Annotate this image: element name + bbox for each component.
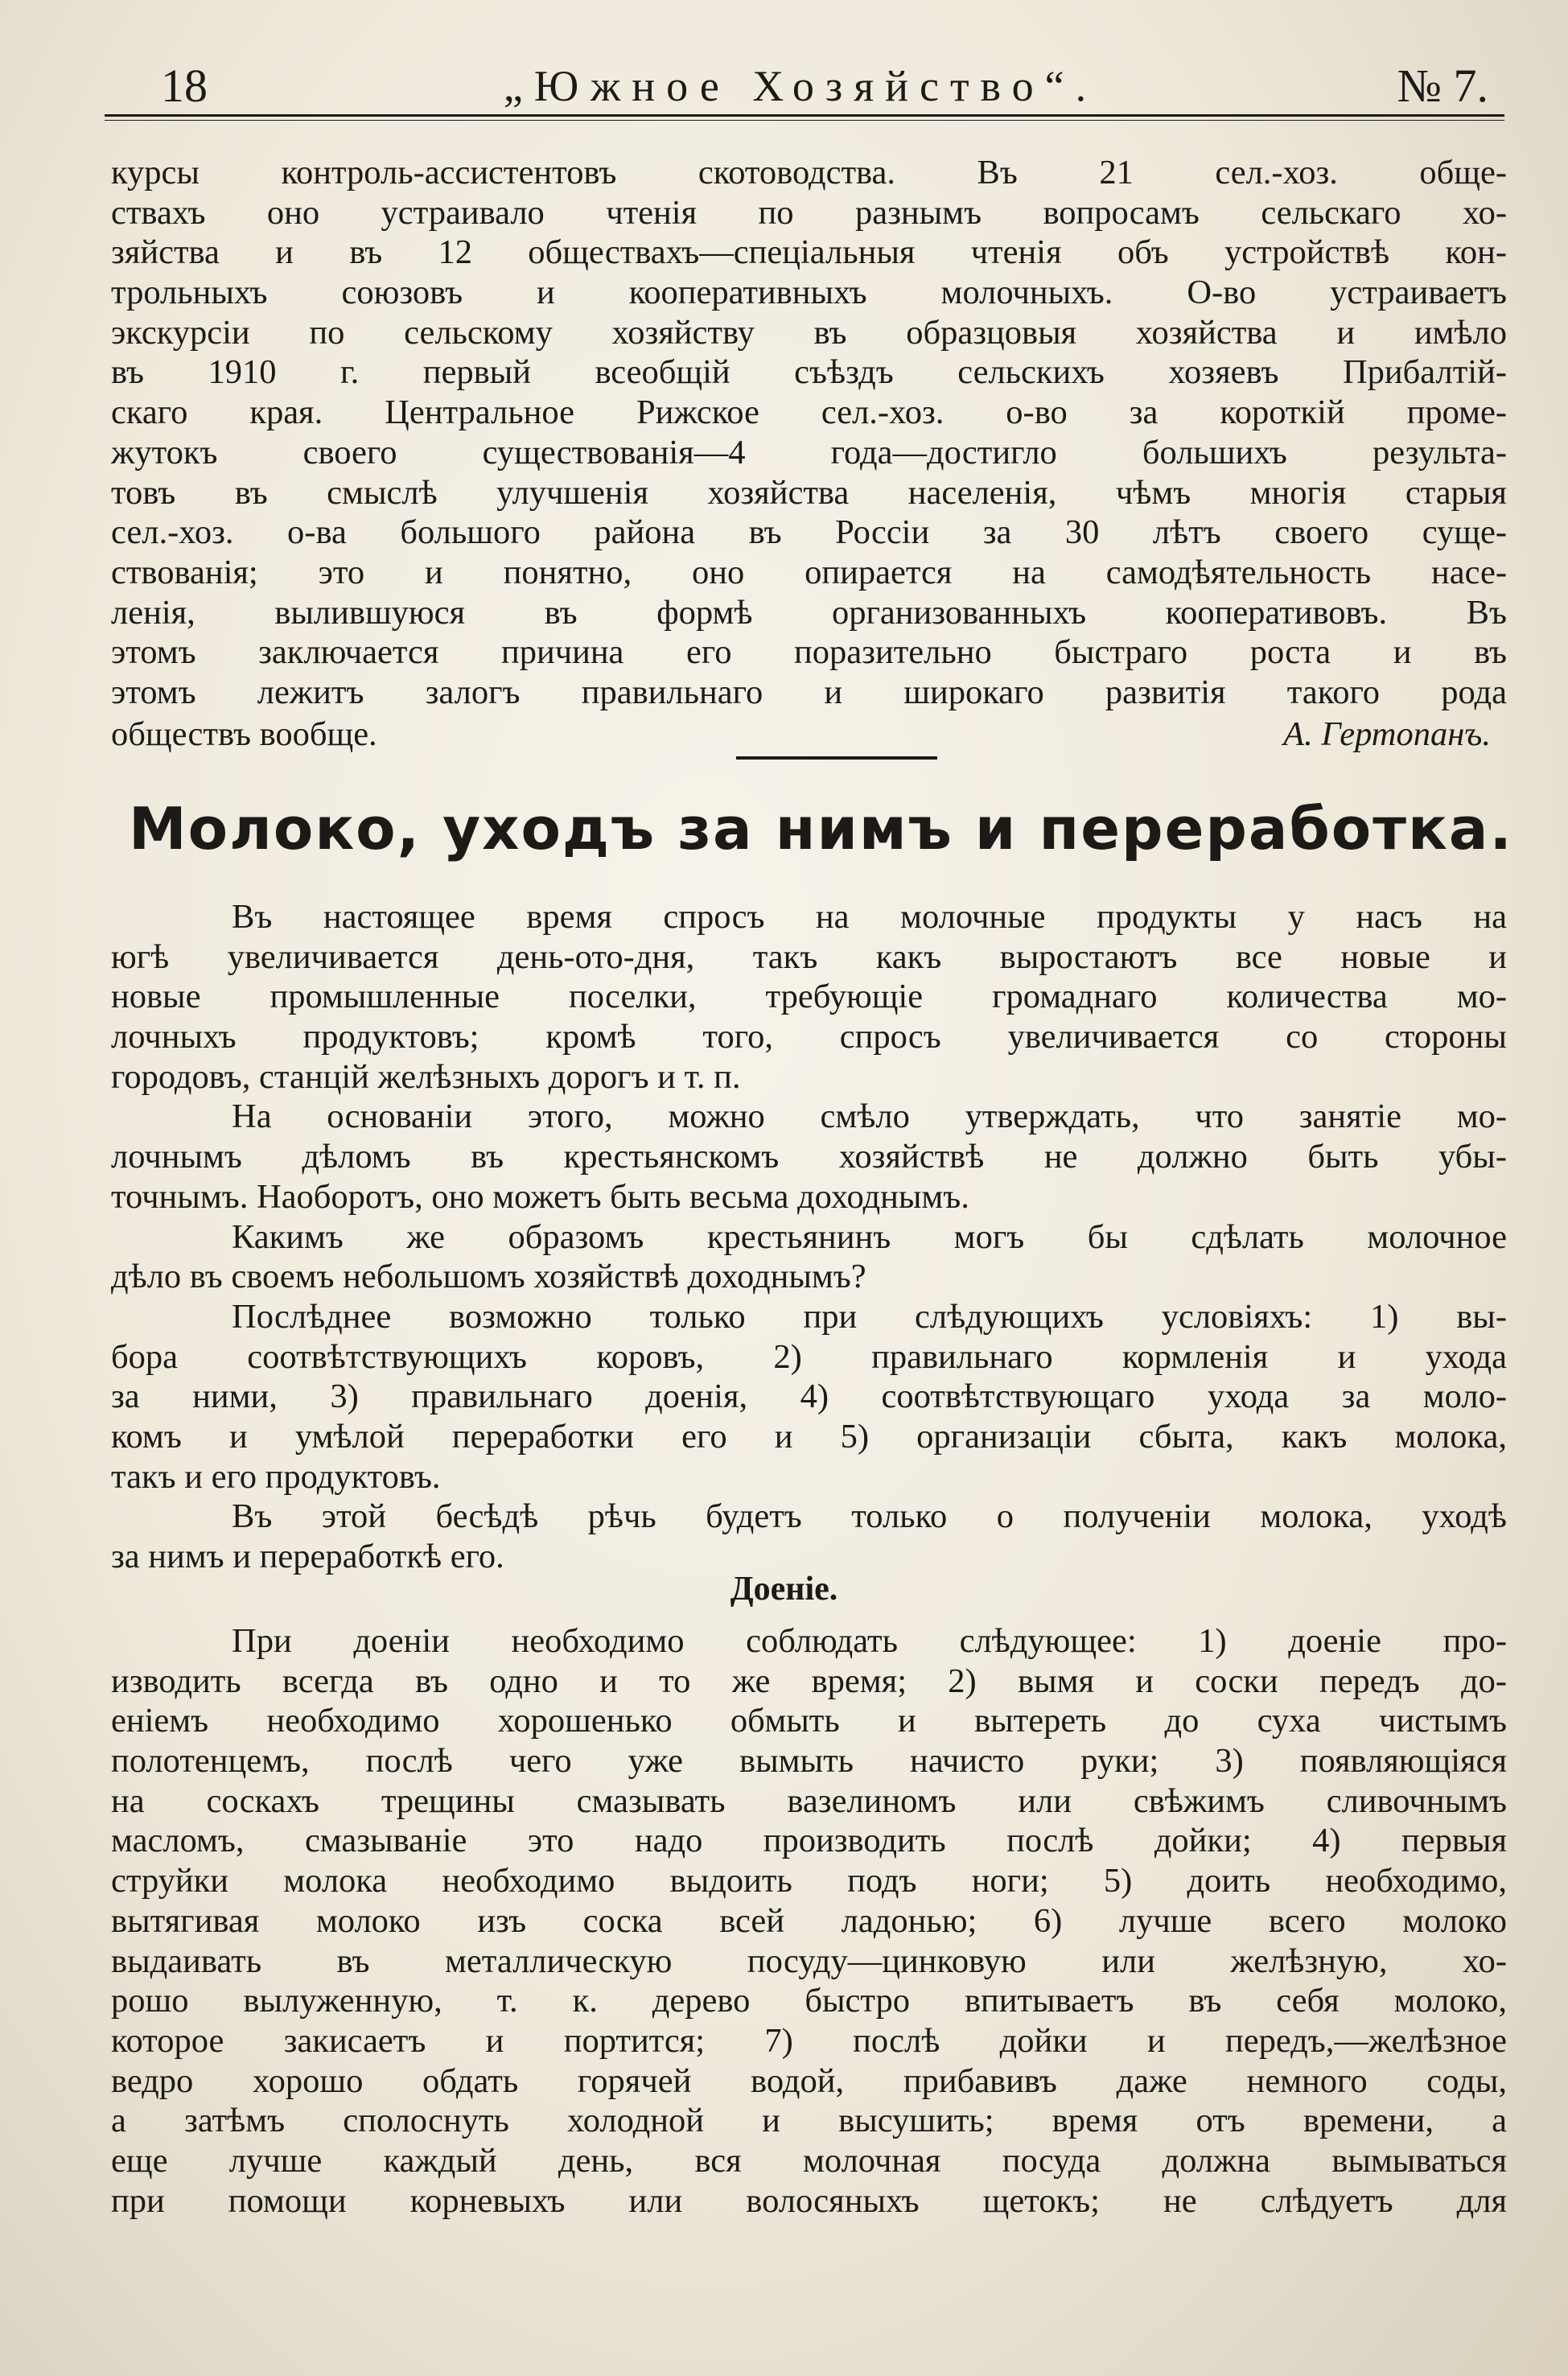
- text-line: скаго края. Центральное Рижское сел.-хоз. о-во за короткій проме-: [111, 393, 1507, 432]
- text-line: рошо вылуженную, т. к. дерево быстро впитываетъ въ себя молоко,: [111, 1982, 1507, 2020]
- text-line: ствахъ оно устраивало чтенія по разнымъ вопросамъ сельскаго хо-: [111, 193, 1507, 232]
- text-line: дѣло въ своемъ небольшомъ хозяйствѣ доходнымъ?: [111, 1258, 866, 1296]
- text-line: изводить всегда въ одно и то же время; 2) вымя и соски передъ до-: [111, 1662, 1507, 1700]
- text-line: сел.-хоз. о-ва большого района въ Россіи за 30 лѣтъ своего суще-: [111, 513, 1507, 552]
- text-line: городовъ, станцій желѣзныхъ дорогъ и т. п.: [111, 1057, 741, 1096]
- text-line: за ними, 3) правильнаго доенія, 4) соотвѣтствующаго ухода за моло-: [111, 1377, 1507, 1416]
- text-line: масломъ, смазываніе это надо производить послѣ дойки; 4) первыя: [111, 1822, 1507, 1860]
- text-line: югѣ увеличивается день-ото-дня, такъ какъ выростаютъ все новые и: [111, 937, 1507, 976]
- milking-section: [111, 1621, 1507, 2221]
- text-line: комъ и умѣлой переработки его и 5) организаціи сбыта, какъ молока,: [111, 1417, 1507, 1456]
- header-rule: [105, 114, 1504, 121]
- text-line: такъ и его продуктовъ.: [111, 1457, 441, 1496]
- text-line: трольныхъ союзовъ и кооперативныхъ молочныхъ. О-во устраиваетъ: [111, 274, 1507, 312]
- text-line: а затѣмъ сполоснуть холодной и высушить; время отъ времени, а: [111, 2102, 1507, 2140]
- text-line: ствованія; это и понятно, оно опирается на самодѣятельность насе-: [111, 553, 1507, 591]
- text-line: экскурсіи по сельскому хозяйству въ образцовыя хозяйства и имѣло: [111, 313, 1507, 352]
- text-line: Въ настоящее время спросъ на молочные продукты у насъ на: [232, 898, 1507, 936]
- text-line: которое закисаетъ и портится; 7) послѣ дойки и передъ,—желѣзное: [111, 2021, 1507, 2060]
- text-line: На основаніи этого, можно смѣло утверждать, что занятіе мо-: [232, 1097, 1507, 1136]
- text-line: Послѣднее возможно только при слѣдующихъ условіяхъ: 1) вы-: [232, 1297, 1507, 1336]
- journal-title: „Южное Хозяйство“.: [503, 62, 1098, 110]
- text-line: еніемъ необходимо хорошенько обмыть и вытереть до суха чистымъ: [111, 1702, 1507, 1740]
- closing-line: [111, 714, 1507, 755]
- text-line: ленія, вылившуюся въ формѣ организованныхъ кооперативовъ. Въ: [111, 593, 1507, 632]
- text-line: лочныхъ продуктовъ; кромѣ того, спросъ увеличивается со стороны: [111, 1018, 1507, 1056]
- article-title: Молоко, уходъ за нимъ и переработка.: [129, 795, 1513, 863]
- text-line: обществъ вообще.: [111, 715, 377, 753]
- text-line: новые промышленные поселки, требующіе громаднаго количества мо-: [111, 978, 1507, 1016]
- text-line: на соскахъ трещины смазывать вазелиномъ или свѣжимъ сливочнымъ: [111, 1781, 1507, 1820]
- text-line: Какимъ же образомъ крестьянинъ могъ бы сдѣлать молочное: [232, 1217, 1507, 1256]
- issue-number: № 7.: [1397, 60, 1488, 112]
- page-header: [113, 56, 1488, 121]
- previous-article-ending: [111, 153, 1507, 713]
- text-line: ведро хорошо обдать горячей водой, прибавивъ даже немного соды,: [111, 2061, 1507, 2100]
- text-line: бора соотвѣтствующихъ коровъ, 2) правильнаго кормленія и ухода: [111, 1337, 1507, 1376]
- article-intro: [111, 897, 1507, 1577]
- section-divider: [736, 756, 937, 760]
- text-line: товъ въ смыслѣ улучшенія хозяйства населенія, чѣмъ многія старыя: [111, 473, 1507, 512]
- text-line: при помощи корневыхъ или волосяныхъ щетокъ; не слѣдуетъ для: [111, 2181, 1507, 2220]
- text-line: лочнымъ дѣломъ въ крестьянскомъ хозяйствѣ не должно быть убы-: [111, 1138, 1507, 1176]
- text-line: точнымъ. Наоборотъ, оно можетъ быть весьма доходнымъ.: [111, 1177, 969, 1216]
- text-line: еще лучше каждый день, вся молочная посуда должна вымываться: [111, 2141, 1507, 2180]
- text-line: вытягивая молоко изъ соска всей ладонью; 6) лучше всего молоко: [111, 1901, 1507, 1940]
- text-line: этомъ лежитъ залогъ правильнаго и широкаго развитія такого рода: [111, 673, 1507, 711]
- text-line: выдаивать въ металлическую посуду—цинковую или желѣзную, хо-: [111, 1942, 1507, 1980]
- text-line: этомъ заключается причина его поразительно быстраго роста и въ: [111, 633, 1507, 672]
- text-line: зяйства и въ 12 обществахъ—спеціальныя чтенія объ устройствѣ кон-: [111, 233, 1507, 272]
- text-line: полотенцемъ, послѣ чего уже вымыть начисто руки; 3) появляющіяся: [111, 1742, 1507, 1781]
- text-line: жутокъ своего существованія—4 года—достигло большихъ результа-: [111, 433, 1507, 471]
- text-line: При доеніи необходимо соблюдать слѣдующее: 1) доеніе про-: [232, 1622, 1507, 1660]
- section-heading-milking: Доеніе.: [730, 1571, 838, 1608]
- text-line: курсы контроль-ассистентовъ скотоводства. Въ 21 сел.-хоз. обще-: [111, 154, 1507, 191]
- text-line: за нимъ и переработкѣ его.: [111, 1538, 504, 1575]
- text-line: струйки молока необходимо выдоить подъ ноги; 5) доить необходимо,: [111, 1862, 1507, 1900]
- author-signature: А. Гертопанъ.: [1283, 715, 1491, 753]
- text-line: Въ этой бесѣдѣ рѣчь будетъ только о полученіи молока, уходѣ: [232, 1497, 1507, 1536]
- text-line: въ 1910 г. первый всеобщій съѣздъ сельскихъ хозяевъ Прибалтій-: [111, 353, 1507, 392]
- page-number: 18: [161, 60, 208, 112]
